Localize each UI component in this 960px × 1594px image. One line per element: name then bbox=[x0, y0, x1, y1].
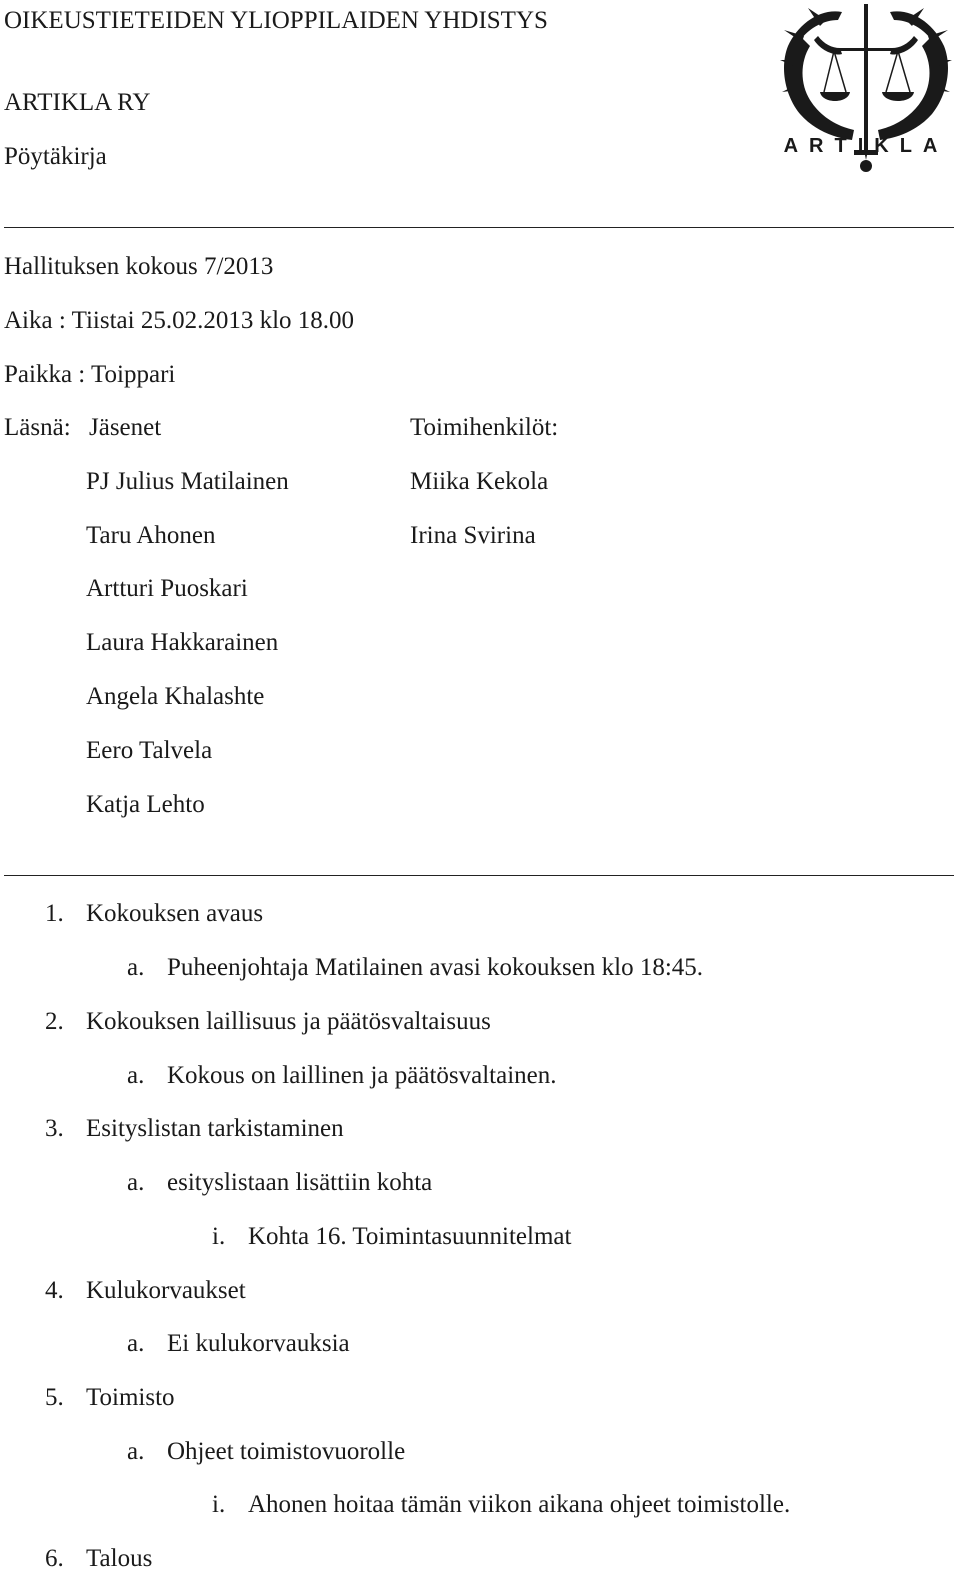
agenda-item-number: 2. bbox=[45, 1008, 64, 1035]
organization-name: OIKEUSTIETEIDEN YLIOPPILAIDEN YHDISTYS bbox=[4, 7, 548, 34]
member-name: Eero Talvela bbox=[86, 737, 213, 764]
agenda-subitem-text: esityslistaan lisättiin kohta bbox=[167, 1169, 433, 1196]
agenda-subsubitem-text: Kohta 16. Toimintasuunnitelmat bbox=[248, 1223, 572, 1250]
officials-heading: Toimihenkilöt: bbox=[410, 414, 559, 441]
official-name: Irina Svirina bbox=[410, 522, 536, 549]
meeting-place: Paikka : Toippari bbox=[4, 361, 176, 388]
agenda-subitem-text: Puheenjohtaja Matilainen avasi kokouksen klo 18:45. bbox=[167, 954, 704, 981]
organization-short-name: ARTIKLA RY bbox=[4, 89, 151, 116]
member-name: Katja Lehto bbox=[86, 791, 205, 818]
meeting-time: Aika : Tiistai 25.02.2013 klo 18.00 bbox=[4, 307, 355, 334]
document-type: Pöytäkirja bbox=[4, 143, 107, 170]
agenda-item-title: Talous bbox=[86, 1545, 153, 1572]
agenda-item-number: 1. bbox=[45, 900, 64, 927]
agenda-subsubitem-numeral: i. bbox=[212, 1223, 226, 1250]
agenda-item-title: Kokouksen laillisuus ja päätösvaltaisuus bbox=[86, 1008, 491, 1035]
agenda-subitem-text: Ei kulukorvauksia bbox=[167, 1330, 350, 1357]
member-name: Angela Khalashte bbox=[86, 683, 265, 710]
agenda-item-number: 5. bbox=[45, 1384, 64, 1411]
agenda-item-number: 3. bbox=[45, 1115, 64, 1142]
agenda-subitem-letter: a. bbox=[127, 1169, 145, 1196]
agenda-item-title: Kokouksen avaus bbox=[86, 900, 264, 927]
agenda-subitem-letter: a. bbox=[127, 954, 145, 981]
agenda-subsubitem-numeral: i. bbox=[212, 1491, 226, 1518]
agenda-subsubitem-text: Ahonen hoitaa tämän viikon aikana ohjeet toimistolle. bbox=[248, 1491, 791, 1518]
agenda-item-number: 4. bbox=[45, 1277, 64, 1304]
member-name: Laura Hakkarainen bbox=[86, 629, 279, 656]
attendance-label: Läsnä: bbox=[4, 414, 71, 441]
member-name: Taru Ahonen bbox=[86, 522, 216, 549]
agenda-item-title: Toimisto bbox=[86, 1384, 175, 1411]
members-heading: Jäsenet bbox=[89, 414, 162, 441]
member-name: Artturi Puoskari bbox=[86, 575, 248, 602]
agenda-item-number: 6. bbox=[45, 1545, 64, 1572]
agenda-item-title: Kulukorvaukset bbox=[86, 1277, 246, 1304]
agenda-item-title: Esityslistan tarkistaminen bbox=[86, 1115, 344, 1142]
agenda-subitem-letter: a. bbox=[127, 1062, 145, 1089]
meeting-title: Hallituksen kokous 7/2013 bbox=[4, 253, 274, 280]
agenda-subitem-letter: a. bbox=[127, 1330, 145, 1357]
agenda-subitem-letter: a. bbox=[127, 1438, 145, 1465]
header-divider bbox=[4, 227, 954, 228]
agenda-subitem-text: Ohjeet toimistovuorolle bbox=[167, 1438, 406, 1465]
attendance-divider bbox=[4, 875, 954, 876]
agenda-subitem-text: Kokous on laillinen ja päätösvaltainen. bbox=[167, 1062, 557, 1089]
artikla-logo bbox=[780, 0, 952, 176]
member-name: PJ Julius Matilainen bbox=[86, 468, 289, 495]
logo-lettering: ARTIKLA bbox=[783, 135, 949, 157]
official-name: Miika Kekola bbox=[410, 468, 549, 495]
